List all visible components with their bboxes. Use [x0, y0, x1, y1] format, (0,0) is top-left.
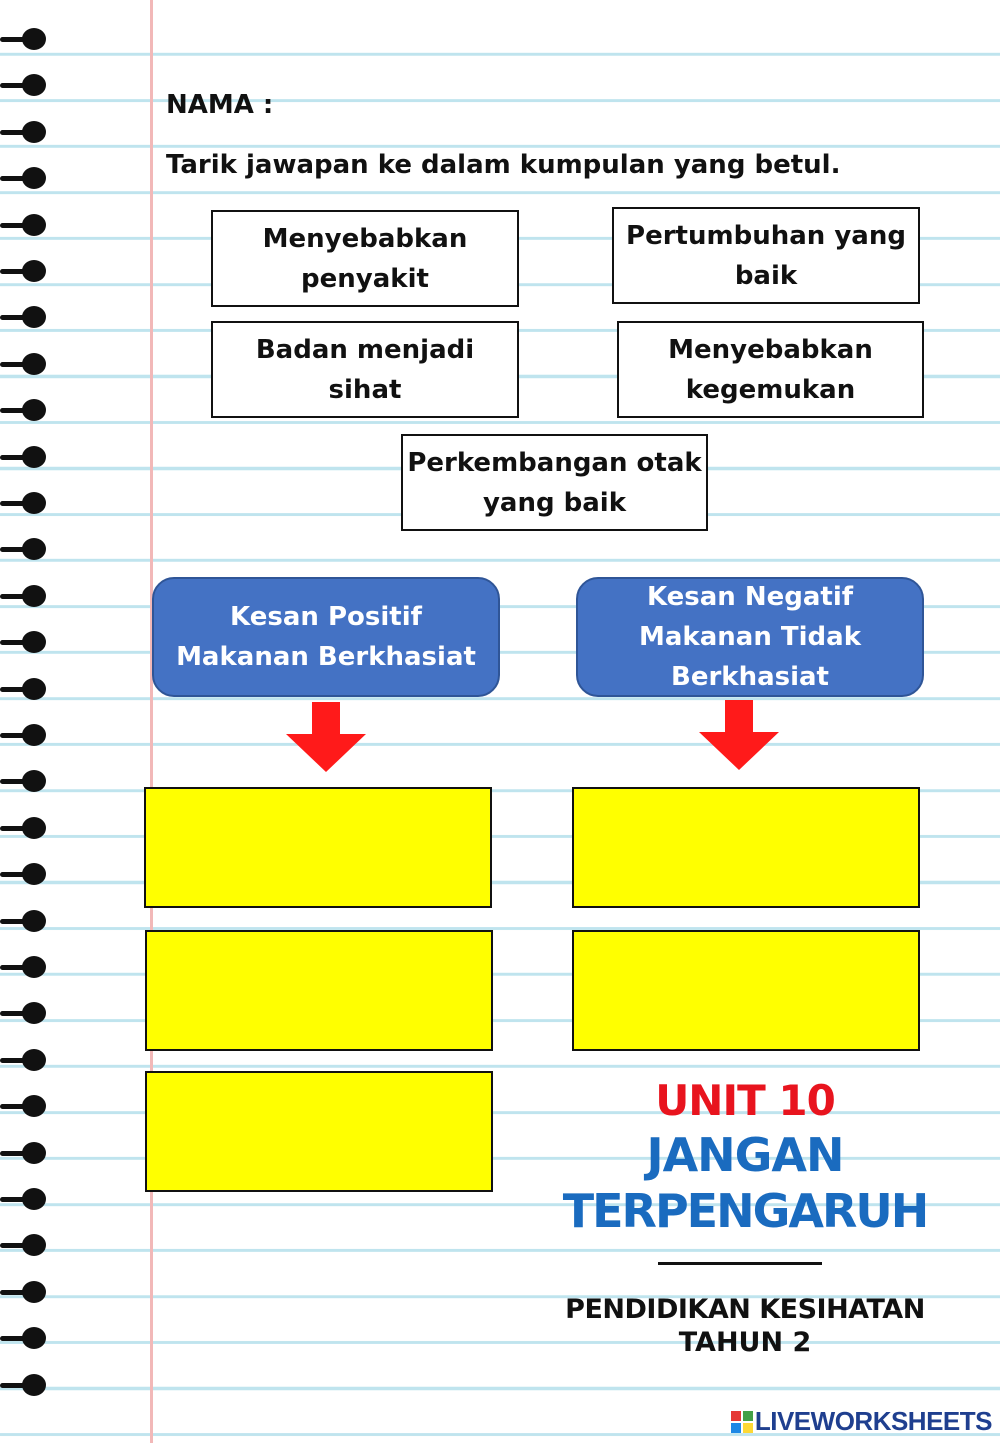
- answer-line: yang baik: [482, 487, 627, 518]
- binder-ring-icon: [0, 73, 48, 97]
- binder-ring-icon: [0, 398, 48, 422]
- answer-card-badan-menjadi-sihat[interactable]: [211, 321, 519, 418]
- instruction-text: Tarik jawapan ke dalam kumpulan yang betul.: [166, 150, 841, 180]
- binder-ring-icon: [0, 584, 48, 608]
- binder-ring-icon: [0, 166, 48, 190]
- binder-ring-icon: [0, 630, 48, 654]
- brand-name: LIVEWORKSHEETS: [754, 1406, 992, 1436]
- drop-zone-negative-1[interactable]: [572, 787, 920, 908]
- binder-ring-icon: [0, 305, 48, 329]
- binder-rings: [0, 0, 60, 1443]
- answer-line: Menyebabkan: [262, 223, 468, 254]
- binder-ring-icon: [0, 955, 48, 979]
- binder-ring-icon: [0, 1187, 48, 1211]
- category-line: Makanan Berkhasiat: [176, 642, 476, 672]
- binder-ring-icon: [0, 677, 48, 701]
- category-line: Kesan Negatif: [646, 582, 854, 612]
- year-level: TAHUN 2: [678, 1327, 812, 1358]
- category-line: Kesan Positif: [230, 602, 422, 632]
- subject-name: PENDIDIKAN KESIHATAN: [565, 1294, 925, 1325]
- drop-zone-positive-1[interactable]: [144, 787, 492, 908]
- binder-ring-icon: [0, 1094, 48, 1118]
- binder-ring-icon: [0, 1048, 48, 1072]
- answer-line: penyakit: [301, 263, 429, 294]
- liveworksheets-brand: [731, 1406, 992, 1437]
- liveworksheets-logo-icon: [731, 1411, 753, 1433]
- unit-number: UNIT 10: [655, 1076, 835, 1125]
- answer-card-menyebabkan-penyakit[interactable]: [211, 210, 519, 307]
- binder-ring-icon: [0, 491, 48, 515]
- answer-line: Menyebabkan: [668, 334, 873, 365]
- binder-ring-icon: [0, 723, 48, 747]
- drop-zone-positive-3[interactable]: [145, 1071, 493, 1192]
- binder-ring-icon: [0, 1326, 48, 1350]
- answer-line: Perkembangan otak: [407, 447, 702, 478]
- binder-ring-icon: [0, 352, 48, 376]
- down-arrow-icon: [699, 700, 779, 770]
- binder-ring-icon: [0, 1280, 48, 1304]
- down-arrow-icon: [286, 702, 366, 772]
- binder-ring-icon: [0, 445, 48, 469]
- title-divider: [658, 1262, 822, 1265]
- topic-title-line1: JANGAN: [646, 1128, 844, 1182]
- answer-line: sihat: [328, 374, 402, 405]
- answer-line: baik: [734, 260, 798, 291]
- category-line: Makanan Tidak: [639, 622, 861, 652]
- binder-ring-icon: [0, 862, 48, 886]
- binder-ring-icon: [0, 1001, 48, 1025]
- binder-ring-icon: [0, 213, 48, 237]
- name-label: NAMA :: [166, 90, 274, 120]
- binder-ring-icon: [0, 537, 48, 561]
- binder-ring-icon: [0, 120, 48, 144]
- binder-ring-icon: [0, 1141, 48, 1165]
- answer-line: Pertumbuhan yang: [626, 220, 906, 251]
- drop-zone-positive-2[interactable]: [145, 930, 493, 1051]
- binder-ring-icon: [0, 816, 48, 840]
- binder-ring-icon: [0, 769, 48, 793]
- binder-ring-icon: [0, 1233, 48, 1257]
- binder-ring-icon: [0, 1373, 48, 1397]
- category-line: Berkhasiat: [671, 662, 829, 692]
- category-negative-header: [576, 577, 924, 697]
- binder-ring-icon: [0, 909, 48, 933]
- answer-card-pertumbuhan-yang-baik[interactable]: [612, 207, 920, 304]
- binder-ring-icon: [0, 259, 48, 283]
- notebook-margin-line: [150, 0, 153, 1443]
- answer-line: kegemukan: [685, 374, 856, 405]
- topic-title-line2: TERPENGARUH: [562, 1184, 928, 1238]
- binder-ring-icon: [0, 27, 48, 51]
- answer-card-perkembangan-otak[interactable]: [401, 434, 708, 531]
- category-positive-header: [152, 577, 500, 697]
- answer-card-menyebabkan-kegemukan[interactable]: [617, 321, 924, 418]
- answer-line: Badan menjadi: [255, 334, 475, 365]
- drop-zone-negative-2[interactable]: [572, 930, 920, 1051]
